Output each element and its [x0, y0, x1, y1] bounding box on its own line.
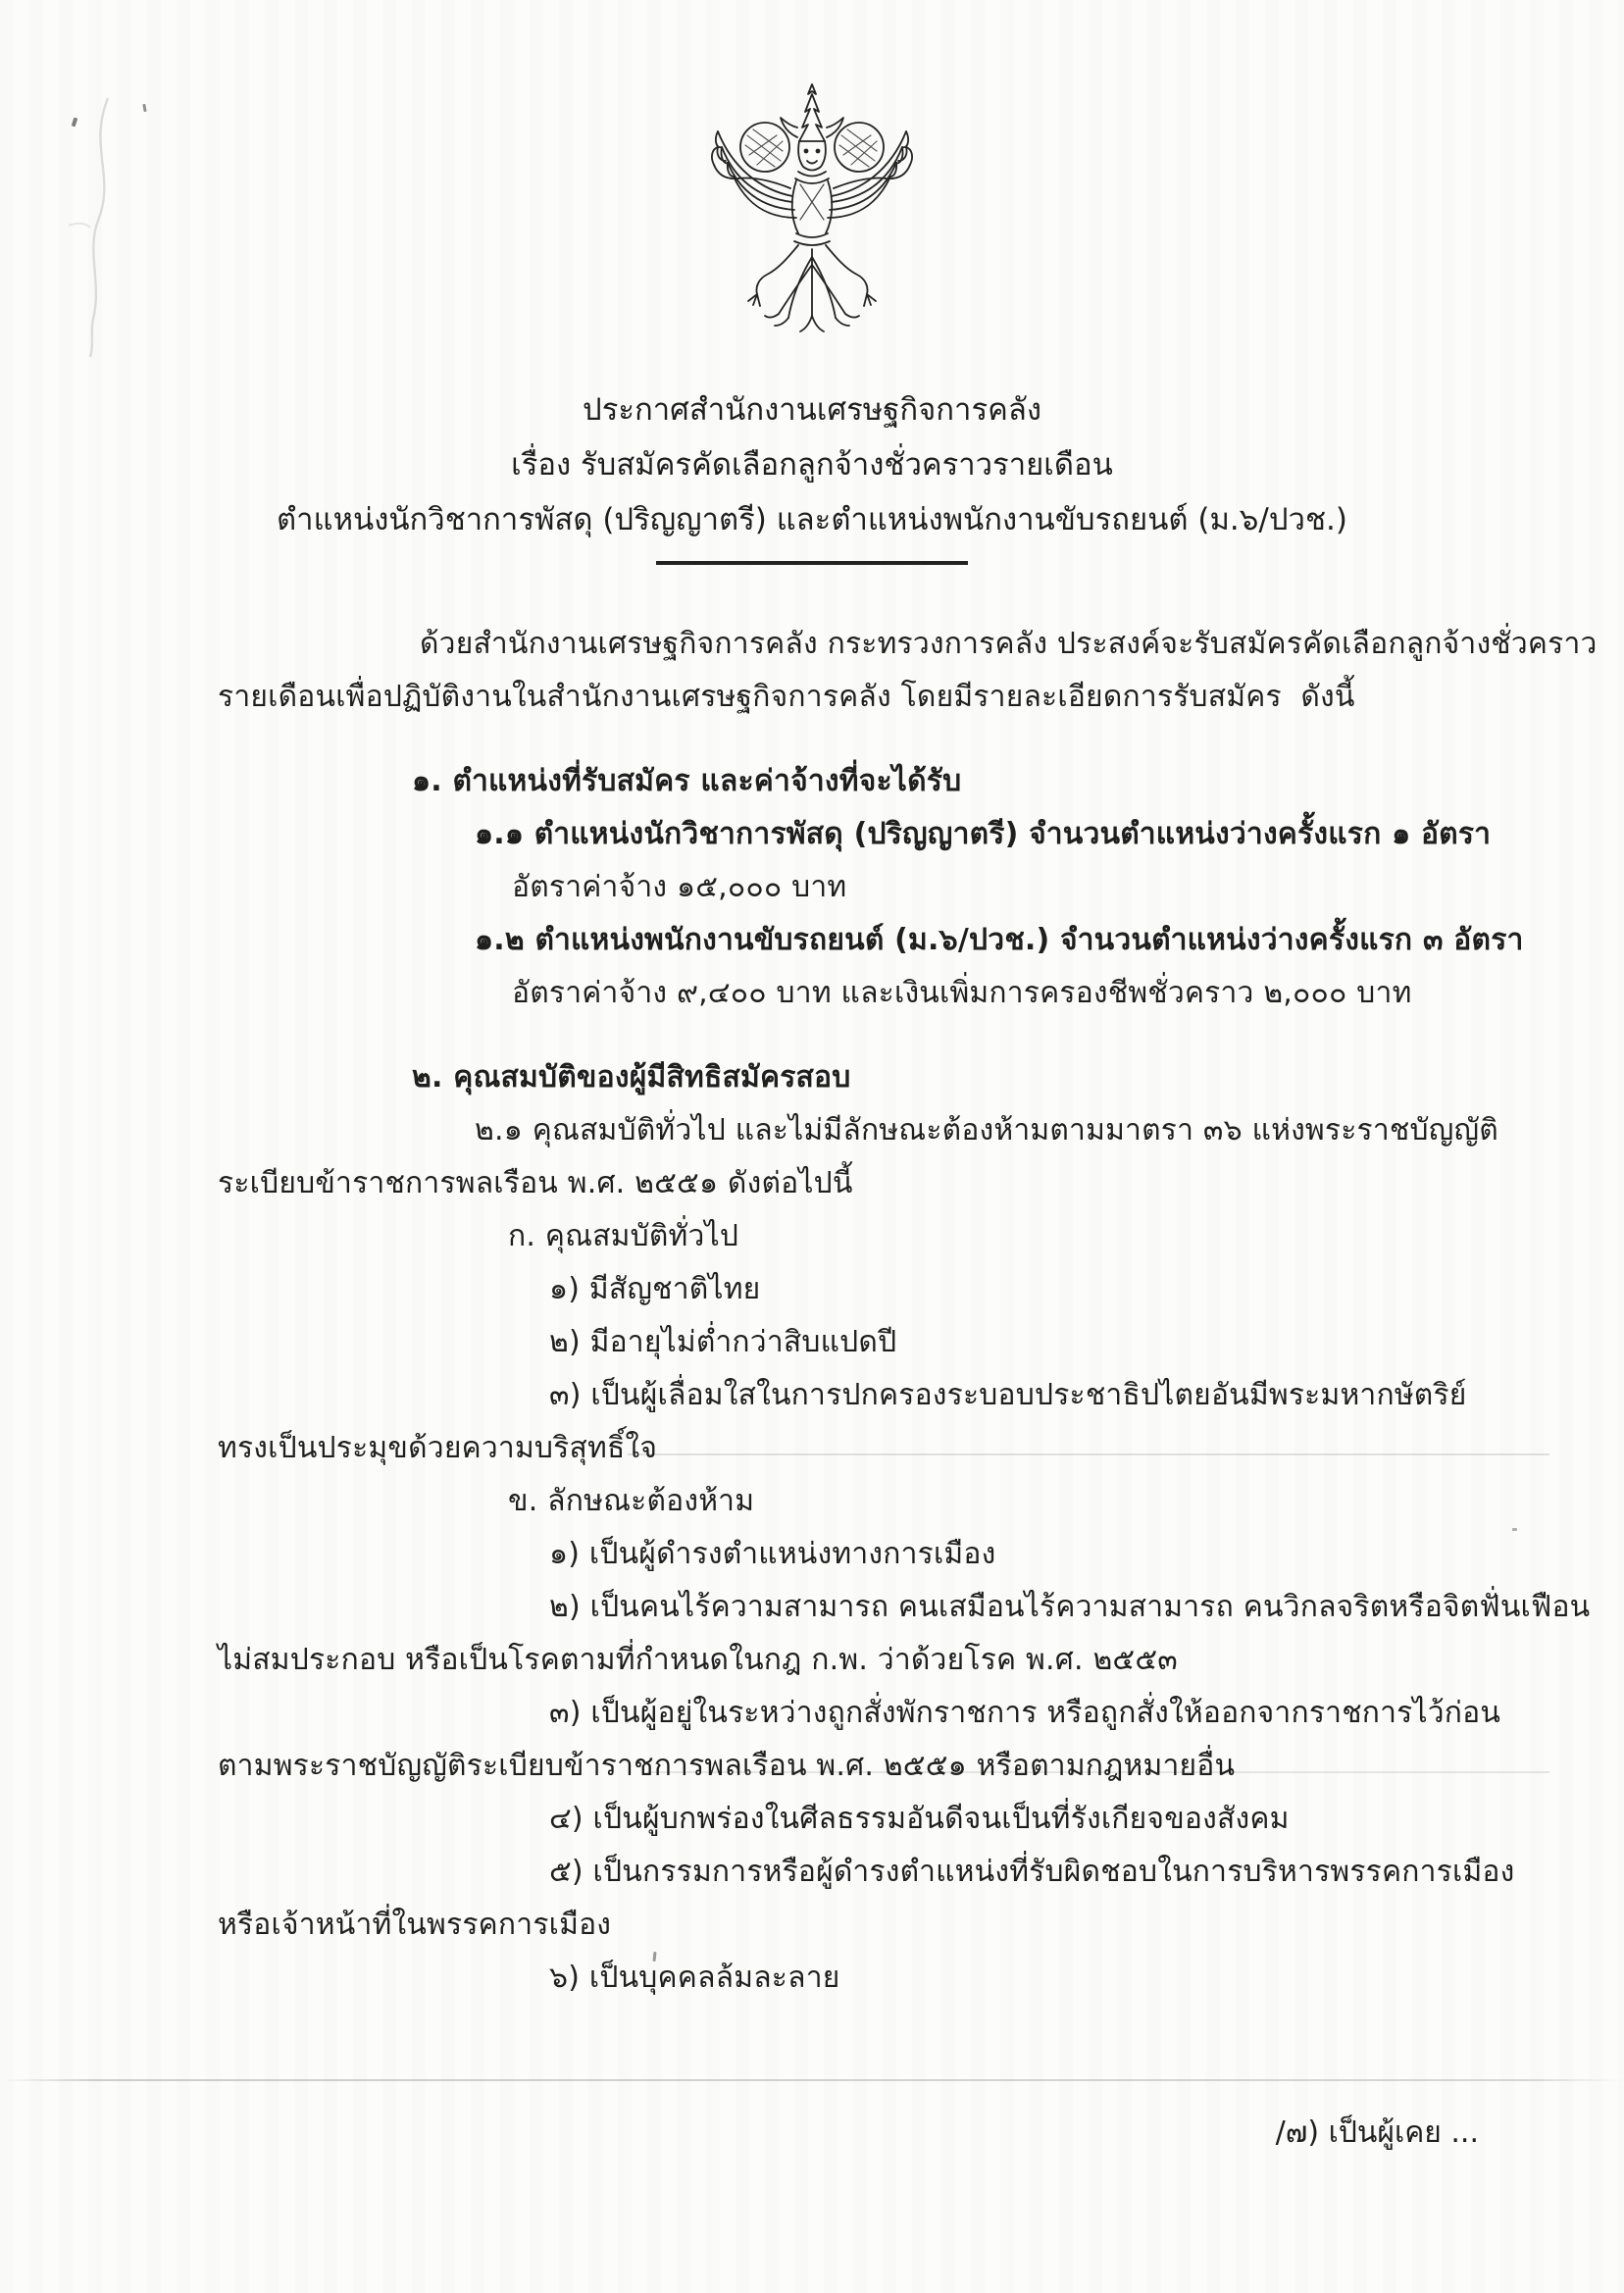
- part-b-item-1: ๑) เป็นผู้ดำรงตำแหน่งทางการเมือง: [549, 1537, 996, 1571]
- title-line-3: ตำแหน่งนักวิชาการพัสดุ (ปริญญาตรี) และตำแหน่งพนักงานขับรถยนต์ (ม.๖/ปวช.): [277, 502, 1347, 537]
- part-b-item-6: ๖) เป็นบุคคลล้มละลาย: [549, 1961, 840, 1995]
- title-line-1: ประกาศสำนักงานเศรษฐกิจการคลัง: [583, 392, 1041, 428]
- part-a-item-3-line-2: ทรงเป็นประมุขด้วยความบริสุทธิ์ใจ: [218, 1431, 658, 1465]
- part-b-item-5-line-2: หรือเจ้าหน้าที่ในพรรคการเมือง: [218, 1908, 612, 1942]
- clause-2-1-line-1: ๒.๑ คุณสมบัติทั่วไป และไม่มีลักษณะต้องห้ามตามมาตรา ๓๖ แห่งพระราชบัญญัติ: [475, 1113, 1498, 1147]
- section-2-heading: ๒. คุณสมบัติของผู้มีสิทธิสมัครสอบ: [412, 1060, 851, 1095]
- part-a-item-2: ๒) มีอายุไม่ต่ำกว่าสิบแปดปี: [549, 1325, 897, 1359]
- position-1-title: ๑.๑ ตำแหน่งนักวิชาการพัสดุ (ปริญญาตรี) จำนวนตำแหน่งว่างครั้งแรก ๑ อัตรา: [475, 817, 1492, 851]
- position-2-wage: อัตราค่าจ้าง ๙,๔๐๐ บาท และเงินเพิ่มการครองชีพชั่วคราว ๒,๐๐๐ บาท: [512, 976, 1412, 1010]
- title-line-2: เรื่อง รับสมัครคัดเลือกลูกจ้างชั่วคราวรายเดือน: [511, 447, 1113, 483]
- part-b-item-2-line-1: ๒) เป็นคนไร้ความสามารถ คนเสมือนไร้ความสามารถ คนวิกลจริตหรือจิตฟั่นเฟือน: [549, 1590, 1591, 1624]
- part-b-item-5-line-1: ๕) เป็นกรรมการหรือผู้ดำรงตำแหน่งที่รับผิดชอบในการบริหารพรรคการเมือง: [549, 1855, 1515, 1889]
- scan-artifact-line: [0, 2079, 1624, 2081]
- position-2-title: ๑.๒ ตำแหน่งพนักงานขับรถยนต์ (ม.๖/ปวช.) จำนวนตำแหน่งว่างครั้งแรก ๓ อัตรา: [475, 923, 1524, 957]
- clause-2-1-line-2: ระเบียบข้าราชการพลเรือน พ.ศ. ๒๕๕๑ ดังต่อไปนี้: [218, 1166, 853, 1200]
- part-a-heading: ก. คุณสมบัติทั่วไป: [508, 1219, 739, 1253]
- title-divider: [656, 561, 968, 565]
- part-a-item-1: ๑) มีสัญชาติไทย: [549, 1272, 761, 1306]
- page-continuation-note: /๗) เป็นผู้เคย ...: [1275, 2115, 1479, 2150]
- part-b-heading: ข. ลักษณะต้องห้าม: [508, 1484, 755, 1518]
- part-b-item-3-line-1: ๓) เป็นผู้อยู่ในระหว่างถูกสั่งพักราชการ หรือถูกสั่งให้ออกจากราชการไว้ก่อน: [549, 1696, 1501, 1730]
- position-1-wage: อัตราค่าจ้าง ๑๕,๐๐๐ บาท: [512, 870, 847, 904]
- document-title-block: [0, 382, 1624, 567]
- section-1-heading: ๑. ตำแหน่งที่รับสมัคร และค่าจ้างที่จะได้รับ: [412, 764, 962, 798]
- part-b-item-3-line-2: ตามพระราชบัญญัติระเบียบข้าราชการพลเรือน พ.ศ. ๒๕๕๑ หรือตามกฎหมายอื่น: [218, 1749, 1236, 1783]
- part-b-item-4: ๔) เป็นผู้บกพร่องในศีลธรรมอันดีจนเป็นที่รังเกียจของสังคม: [549, 1802, 1290, 1836]
- intro-line-1: ด้วยสำนักงานเศรษฐกิจการคลัง กระทรวงการคลัง ประสงค์จะรับสมัครคัดเลือกลูกจ้างชั่วคราว: [420, 627, 1598, 661]
- intro-line-2: รายเดือนเพื่อปฏิบัติงานในสำนักงานเศรษฐกิจการคลัง โดยมีรายละเอียดการรับสมัคร ดังนี้: [218, 680, 1355, 714]
- part-a-item-3-line-1: ๓) เป็นผู้เลื่อมใสในการปกครองระบอบประชาธิปไตยอันมีพระมหากษัตริย์: [549, 1378, 1467, 1412]
- part-b-item-2-line-2: ไม่สมประกอบ หรือเป็นโรคตามที่กำหนดในกฎ ก.พ. ว่าด้วยโรค พ.ศ. ๒๕๕๓: [218, 1643, 1178, 1677]
- title-divider-row: [0, 561, 1624, 567]
